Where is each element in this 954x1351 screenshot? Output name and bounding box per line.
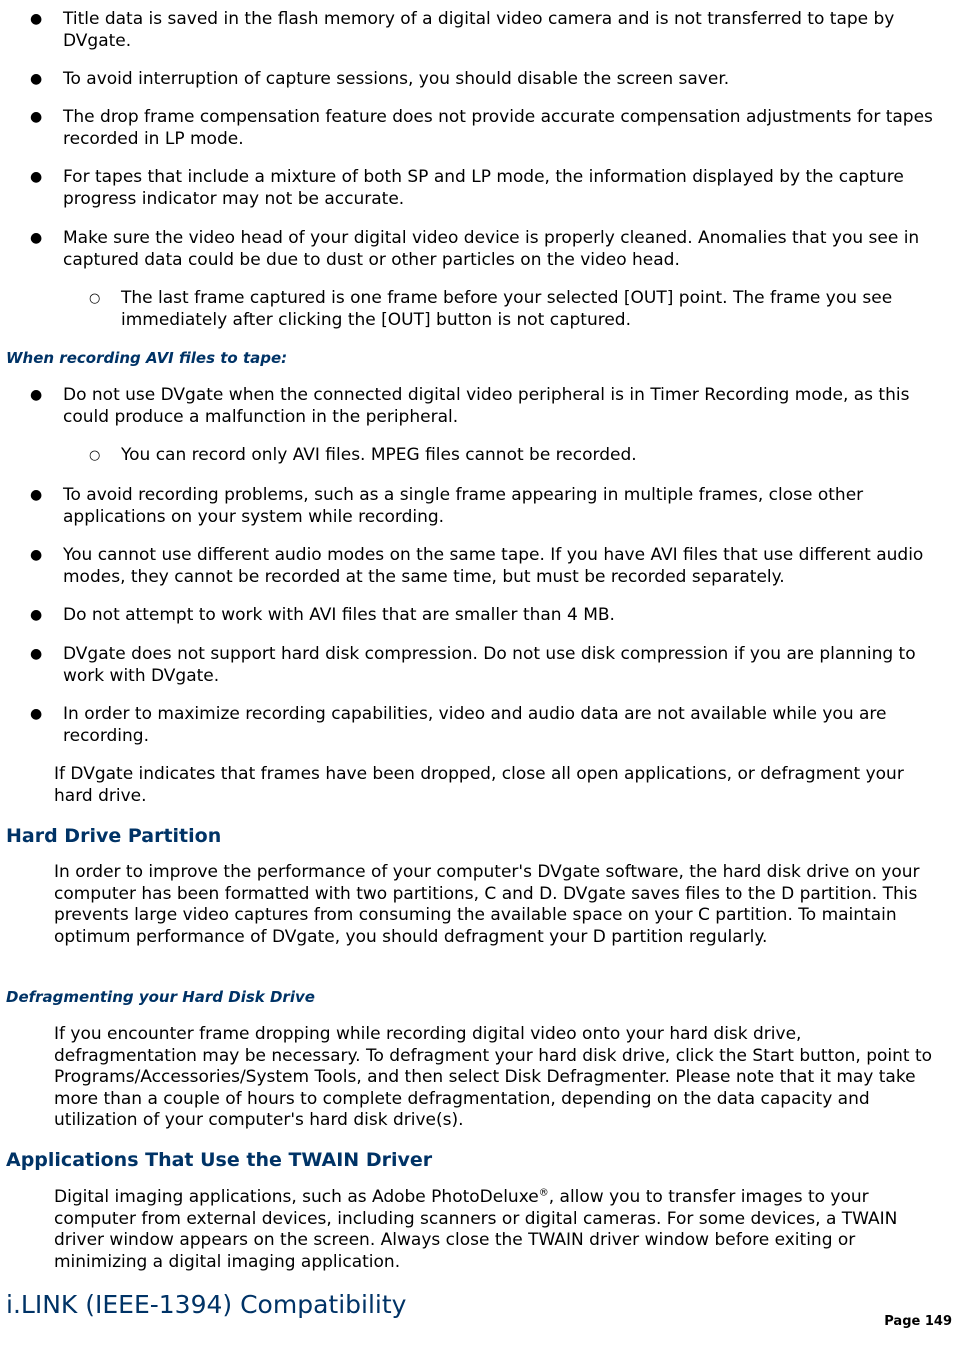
defragmenting-heading: Defragmenting your Hard Disk Drive <box>6 988 315 1006</box>
defragmenting-paragraph: If you encounter frame dropping while recording digital video onto your hard disk drive, defragmentation may be necessary. To defragment your hard disk drive, click the Start button, point to Programs/Accessories/System Tools, and then select Disk Defragmenter. Please note that it may take more than a couple of hours to complete defragmentation, depending on the data capacity and utilization of your computer's hard disk drive(s). <box>54 1024 933 1131</box>
twain-heading: Applications That Use the TWAIN Driver <box>6 1149 433 1171</box>
page-number: Page 149 <box>884 1314 952 1329</box>
bullet-dot: ● <box>30 71 43 87</box>
recording-subnote: You can record only AVI files. MPEG files cannot be recorded. <box>121 445 637 465</box>
twain-paragraph-start: Digital imaging applications, such as Adobe PhotoDeluxe <box>54 1187 539 1207</box>
bullet-dot: ● <box>30 607 43 623</box>
recording-note-2: To avoid recording problems, such as a single frame appearing in multiple frames, close other applications on your system while recording. <box>63 485 864 527</box>
recording-note-4: Do not attempt to work with AVI files that are smaller than 4 MB. <box>63 605 615 625</box>
recording-note-6: In order to maximize recording capabilities, video and audio data are not available while you are recording. <box>63 704 887 746</box>
bullet-dot: ● <box>30 109 43 125</box>
capture-note-4: For tapes that include a mixture of both SP and LP mode, the information displayed by the capture progress indicator may not be accurate. <box>63 167 904 209</box>
bullet-dot: ● <box>30 646 43 662</box>
bullet-dot: ● <box>30 230 43 246</box>
dropped-frames-paragraph: If DVgate indicates that frames have been dropped, close all open applications, or defragment your hard drive. <box>54 764 904 806</box>
bullet-dot: ● <box>30 547 43 563</box>
capture-note-5: Make sure the video head of your digital video device is properly cleaned. Anomalies that you see in captured data could be due to dust or other particles on the video head. <box>63 228 920 270</box>
bullet-dot: ● <box>30 11 43 27</box>
twain-paragraph <box>54 1187 944 1273</box>
capture-note-1: Title data is saved in the flash memory of a digital video camera and is not transferred to tape by DVgate. <box>63 9 895 51</box>
bullet-dot: ● <box>30 387 43 403</box>
twain-paragraph-end: , allow you to transfer images to your computer from external devices, including scanners or digital cameras. For some devices, a TWAIN driver window appears on the screen. Always close the TWAIN driver window before exiting or minimizing a digital imaging application. <box>54 1187 898 1272</box>
capture-subnote: The last frame captured is one frame before your selected [OUT] point. The frame you see immediately after clicking the [OUT] button is not captured. <box>121 288 893 330</box>
capture-note-3: The drop frame compensation feature does not provide accurate compensation adjustments for tapes recorded in LP mode. <box>63 107 933 149</box>
capture-note-2: To avoid interruption of capture sessions, you should disable the screen saver. <box>63 69 730 89</box>
hard-drive-partition-paragraph: In order to improve the performance of your computer's DVgate software, the hard disk drive on your computer has been formatted with two partitions, C and D. DVgate saves files to the D partition. This prevents large video captures from consuming the available space on your C partition. To maintain optimum performance of DVgate, you should defragment your D partition regularly. <box>54 862 920 947</box>
bullet-dot: ● <box>30 706 43 722</box>
bullet-dot: ● <box>30 487 43 503</box>
sub-bullet-circle: ○ <box>89 291 101 306</box>
ilink-heading: i.LINK (IEEE-1394) Compatibility <box>6 1290 407 1319</box>
recording-note-3: You cannot use different audio modes on the same tape. If you have AVI files that use different audio modes, they cannot be recorded at the same time, but must be recorded separately. <box>63 545 924 587</box>
bullet-dot: ● <box>30 169 43 185</box>
hard-drive-partition-heading: Hard Drive Partition <box>6 825 222 847</box>
sub-bullet-circle: ○ <box>89 448 101 463</box>
recording-note-1: Do not use DVgate when the connected digital video peripheral is in Timer Recording mode, as this could produce a malfunction in the peripheral. <box>63 385 910 427</box>
recording-heading: When recording AVI files to tape: <box>6 349 288 367</box>
recording-note-5: DVgate does not support hard disk compression. Do not use disk compression if you are planning to work with DVgate. <box>63 644 916 686</box>
registered-mark: ® <box>538 1187 549 1199</box>
